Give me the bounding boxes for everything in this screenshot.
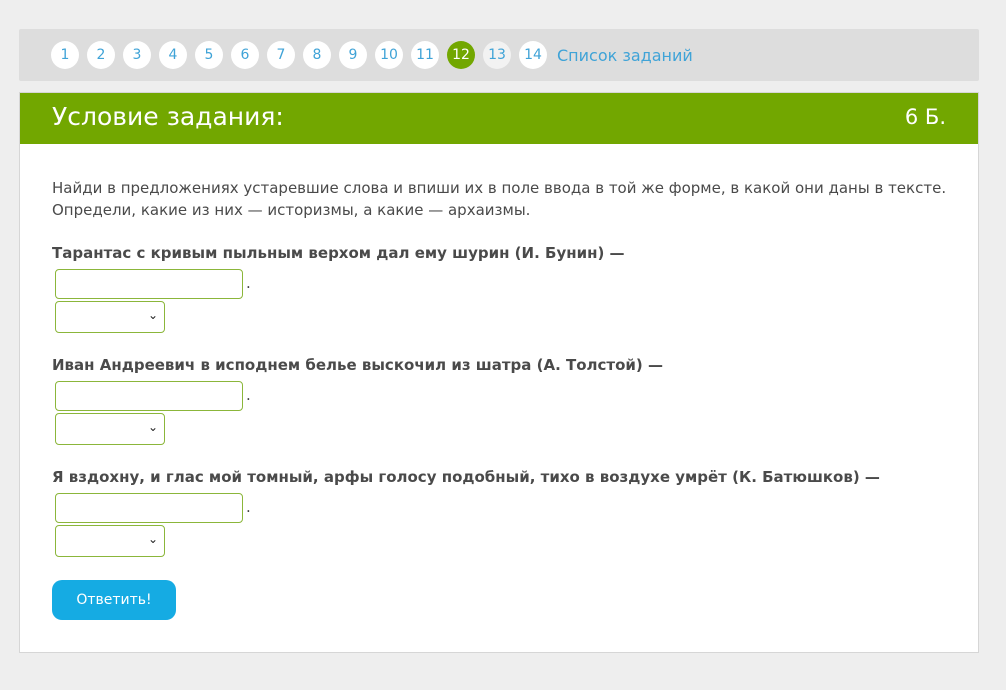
answer-suffix: . (246, 386, 251, 404)
page-button-1[interactable]: 1 (51, 41, 79, 69)
page-button-2[interactable]: 2 (87, 41, 115, 69)
page-button-10[interactable]: 10 (375, 41, 403, 69)
word-type-select-3[interactable] (55, 525, 165, 557)
answer-suffix: . (246, 274, 251, 292)
question-3 (52, 467, 952, 557)
task-card (19, 92, 979, 653)
page-button-14[interactable]: 14 (519, 41, 547, 69)
page-button-5[interactable]: 5 (195, 41, 223, 69)
page-button-3[interactable]: 3 (123, 41, 151, 69)
answer-suffix: . (246, 498, 251, 516)
task-navigation-bar (19, 29, 979, 81)
question-1 (52, 243, 952, 333)
answer-input-3[interactable] (55, 493, 243, 523)
chevron-down-icon: ⌄ (147, 532, 158, 546)
question-2 (52, 355, 952, 445)
page-button-7[interactable]: 7 (267, 41, 295, 69)
task-header (20, 93, 978, 144)
chevron-down-icon: ⌄ (147, 420, 158, 434)
task-title: Условие задания: (52, 102, 284, 131)
submit-answer-button[interactable]: Ответить! (52, 580, 176, 620)
page-list (51, 41, 693, 69)
task-list-link[interactable]: Список заданий (557, 45, 693, 65)
page-button-12-current[interactable]: 12 (447, 41, 475, 69)
task-score: 6 Б. (904, 105, 946, 129)
question-text: Иван Андреевич в исподнем белье выскочил из шатра (А. Толстой) — (52, 356, 663, 374)
task-instruction: Найди в предложениях устаревшие слова и впиши их в поле ввода в той же форме, в какой они даны в тексте. Определи, какие из них — историзмы, а какие — архаизмы. (52, 179, 947, 219)
word-type-select-2[interactable] (55, 413, 165, 445)
page-button-9[interactable]: 9 (339, 41, 367, 69)
answer-input-2[interactable] (55, 381, 243, 411)
page-button-6[interactable]: 6 (231, 41, 259, 69)
page-button-13[interactable]: 13 (483, 41, 511, 69)
chevron-down-icon: ⌄ (147, 308, 158, 322)
answer-input-1[interactable] (55, 269, 243, 299)
word-type-select-1[interactable] (55, 301, 165, 333)
page-button-8[interactable]: 8 (303, 41, 331, 69)
page-button-4[interactable]: 4 (159, 41, 187, 69)
page-button-11[interactable]: 11 (411, 41, 439, 69)
question-text: Тарантас с кривым пыльным верхом дал ему шурин (И. Бунин) — (52, 244, 625, 262)
question-text: Я вздохну, и глас мой томный, арфы голосу подобный, тихо в воздухе умрёт (К. Батюшков) — (52, 468, 880, 486)
